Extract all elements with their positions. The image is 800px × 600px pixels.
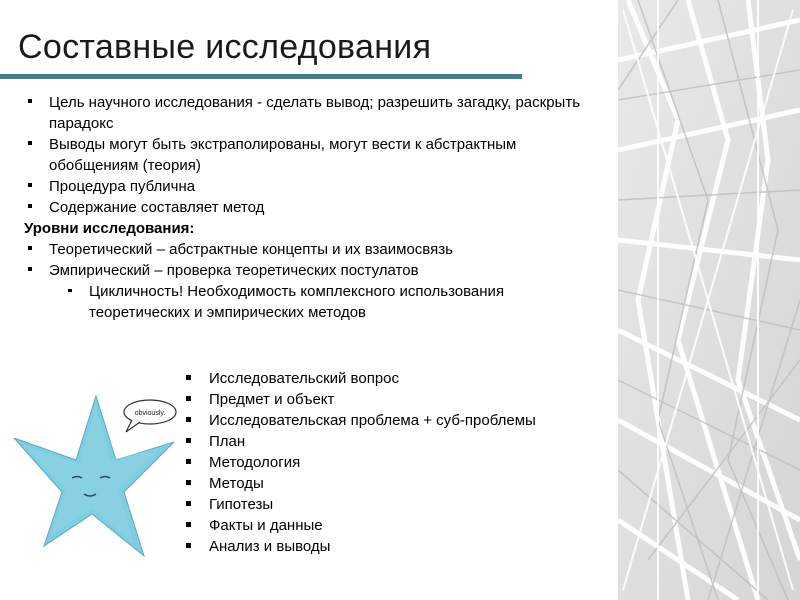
list-item: Исследовательский вопрос [186,368,606,389]
list-item: Эмпирический – проверка теоретических постулатов [27,260,587,281]
speech-bubble-text: obviously. [134,410,166,417]
list-item: Выводы могут быть экстраполированы, могут вести к абстрактным обобщениям (теория) [27,134,587,176]
list-item: Теоретический – абстрактные концепты и их взаимосвязь [27,239,587,260]
list-item: План [186,431,606,452]
list-item: Процедура публична [27,176,587,197]
list-item: Методология [186,452,606,473]
list-item: Методы [186,473,606,494]
star-character-icon [10,388,180,568]
list-item: Факты и данные [186,515,606,536]
list-item: Анализ и выводы [186,536,606,557]
main-bullet-list [24,92,587,323]
list-item: Цель научного исследования - сделать вывод; разрешить загадку, раскрыть парадокс [27,92,587,134]
section-heading: Уровни исследования: [24,220,195,237]
list-item: Предмет и объект [186,389,606,410]
slide-title: Составные исследования [18,28,432,66]
list-item: Содержание составляет метод [27,197,587,218]
list-item: Исследовательская проблема + суб-проблемы [186,410,606,431]
title-underline [0,74,522,79]
research-components-list [186,368,606,557]
list-item: Гипотезы [186,494,606,515]
sub-list-item: Цикличность! Необходимость комплексного использования теоретических и эмпирических методов [27,281,587,323]
decorative-architecture-image [618,0,800,600]
